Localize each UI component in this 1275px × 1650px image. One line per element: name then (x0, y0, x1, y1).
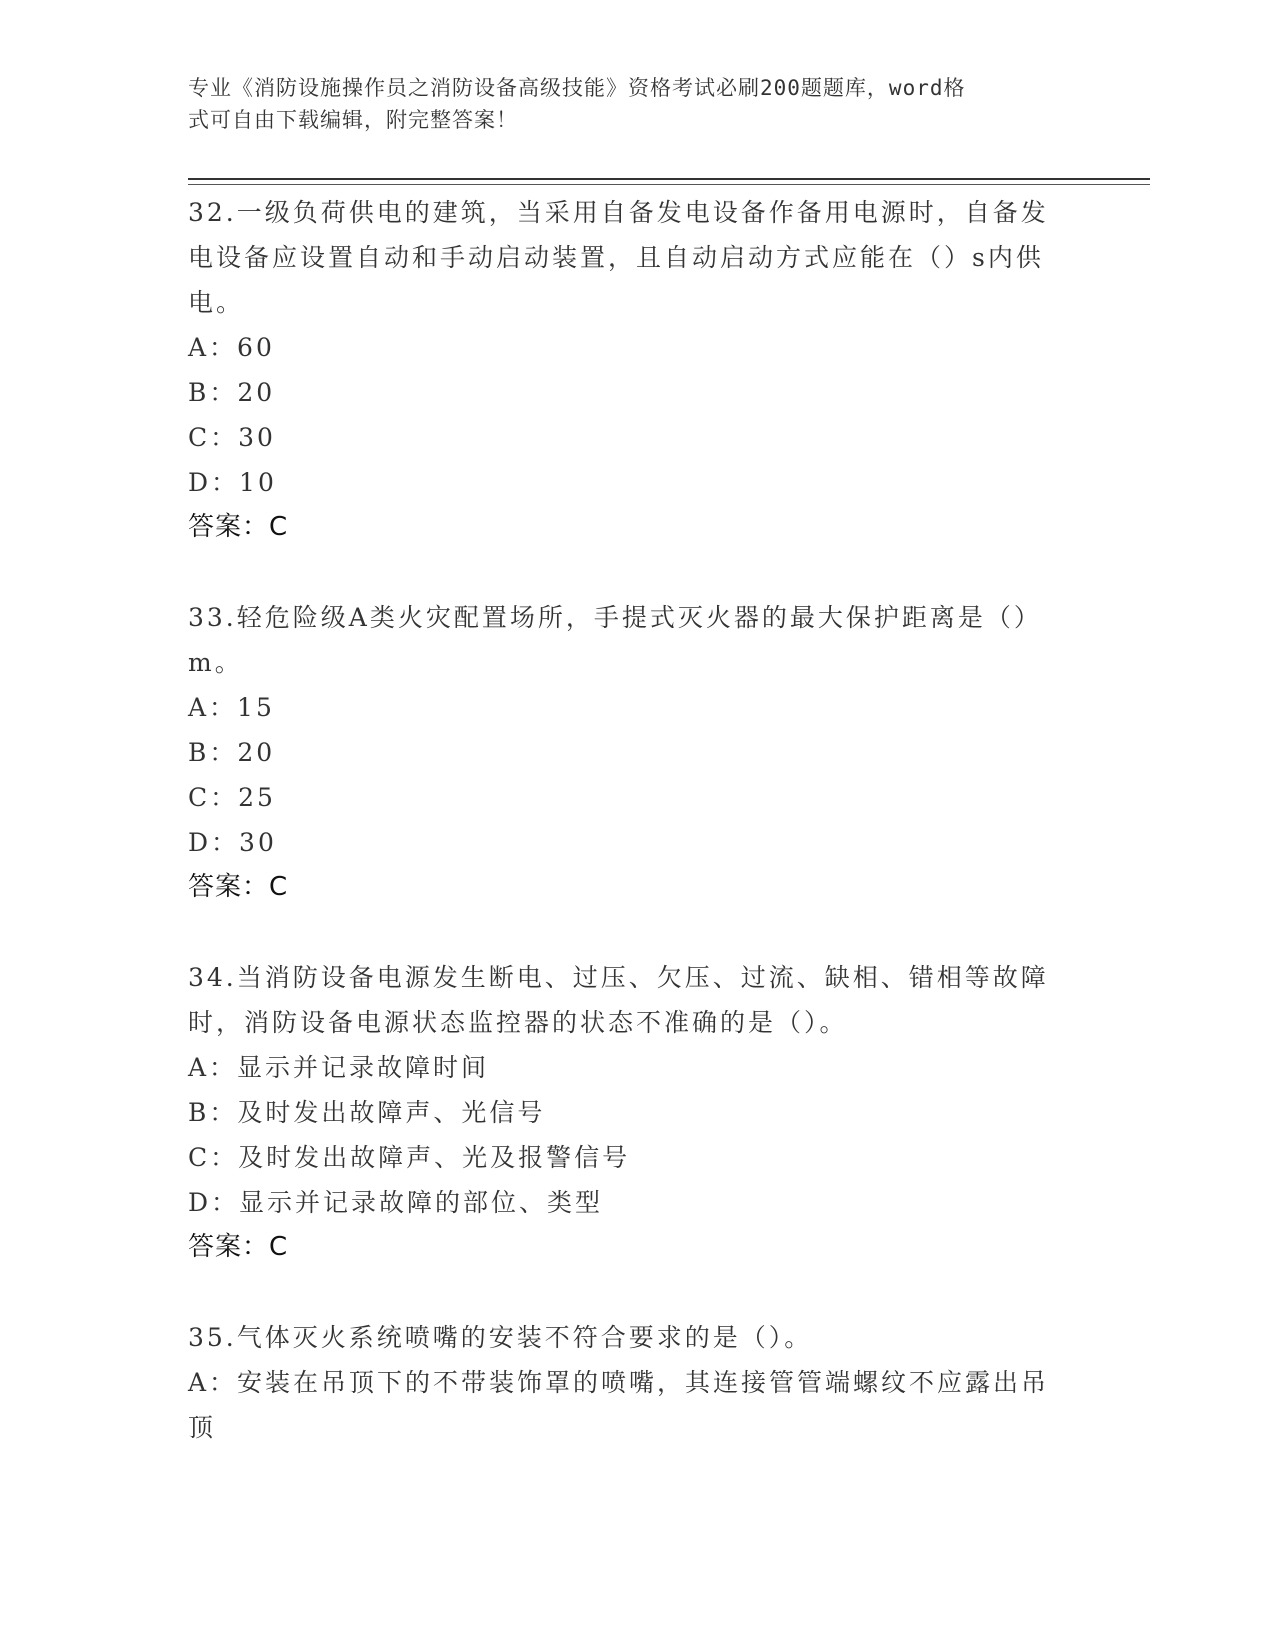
option-a-continued: 顶 (188, 1413, 217, 1442)
option-d: D：10 (188, 468, 277, 497)
option-c: C：25 (188, 783, 276, 812)
question-text-line: 35.气体灭火系统喷嘴的安装不符合要求的是（）。 (188, 1323, 813, 1352)
answer-line: 答案：C (188, 872, 289, 902)
option-a: A：15 (188, 693, 275, 722)
question-text-line: 时，消防设备电源状态监控器的状态不准确的是（）。 (188, 1008, 848, 1037)
question-text-line: 电设备应设置自动和手动启动装置，且自动启动方式应能在（）s内供 (188, 243, 1044, 272)
option-b: B：及时发出故障声、光信号 (188, 1098, 546, 1127)
option-c: C：及时发出故障声、光及报警信号 (188, 1143, 631, 1172)
answer-line: 答案：C (188, 512, 289, 542)
option-a: A：60 (188, 333, 275, 362)
header-divider-thin (188, 184, 1150, 185)
question-text-line: 33.轻危险级A类火灾配置场所，手提式灭火器的最大保护距离是（） (188, 603, 1042, 632)
header-line-1: 专业《消防设施操作员之消防设备高级技能》资格考试必刷200题题库，word格 (188, 76, 966, 100)
document-header (188, 72, 1068, 136)
answer-line: 答案：C (188, 1232, 289, 1262)
question-block (188, 190, 1088, 550)
option-b: B：20 (188, 378, 276, 407)
question-block (188, 1315, 1088, 1450)
option-c: C：30 (188, 423, 276, 452)
option-d: D：显示并记录故障的部位、类型 (188, 1188, 604, 1217)
question-block (188, 595, 1088, 910)
question-text-line: 34.当消防设备电源发生断电、过压、欠压、过流、缺相、错相等故障 (188, 963, 1049, 992)
question-text-line: m。 (188, 648, 243, 677)
question-block (188, 955, 1088, 1270)
option-a: A：显示并记录故障时间 (188, 1053, 490, 1082)
question-list (188, 190, 1088, 1450)
header-divider-thick (188, 178, 1150, 180)
option-a: A：安装在吊顶下的不带装饰罩的喷嘴，其连接管管端螺纹不应露出吊 (188, 1368, 1050, 1397)
question-text-line: 32.一级负荷供电的建筑，当采用自备发电设备作备用电源时，自备发 (188, 198, 1049, 227)
option-d: D：30 (188, 828, 277, 857)
option-b: B：20 (188, 738, 276, 767)
header-line-2: 式可自由下载编辑，附完整答案！ (188, 108, 518, 132)
question-text-line: 电。 (188, 288, 245, 317)
